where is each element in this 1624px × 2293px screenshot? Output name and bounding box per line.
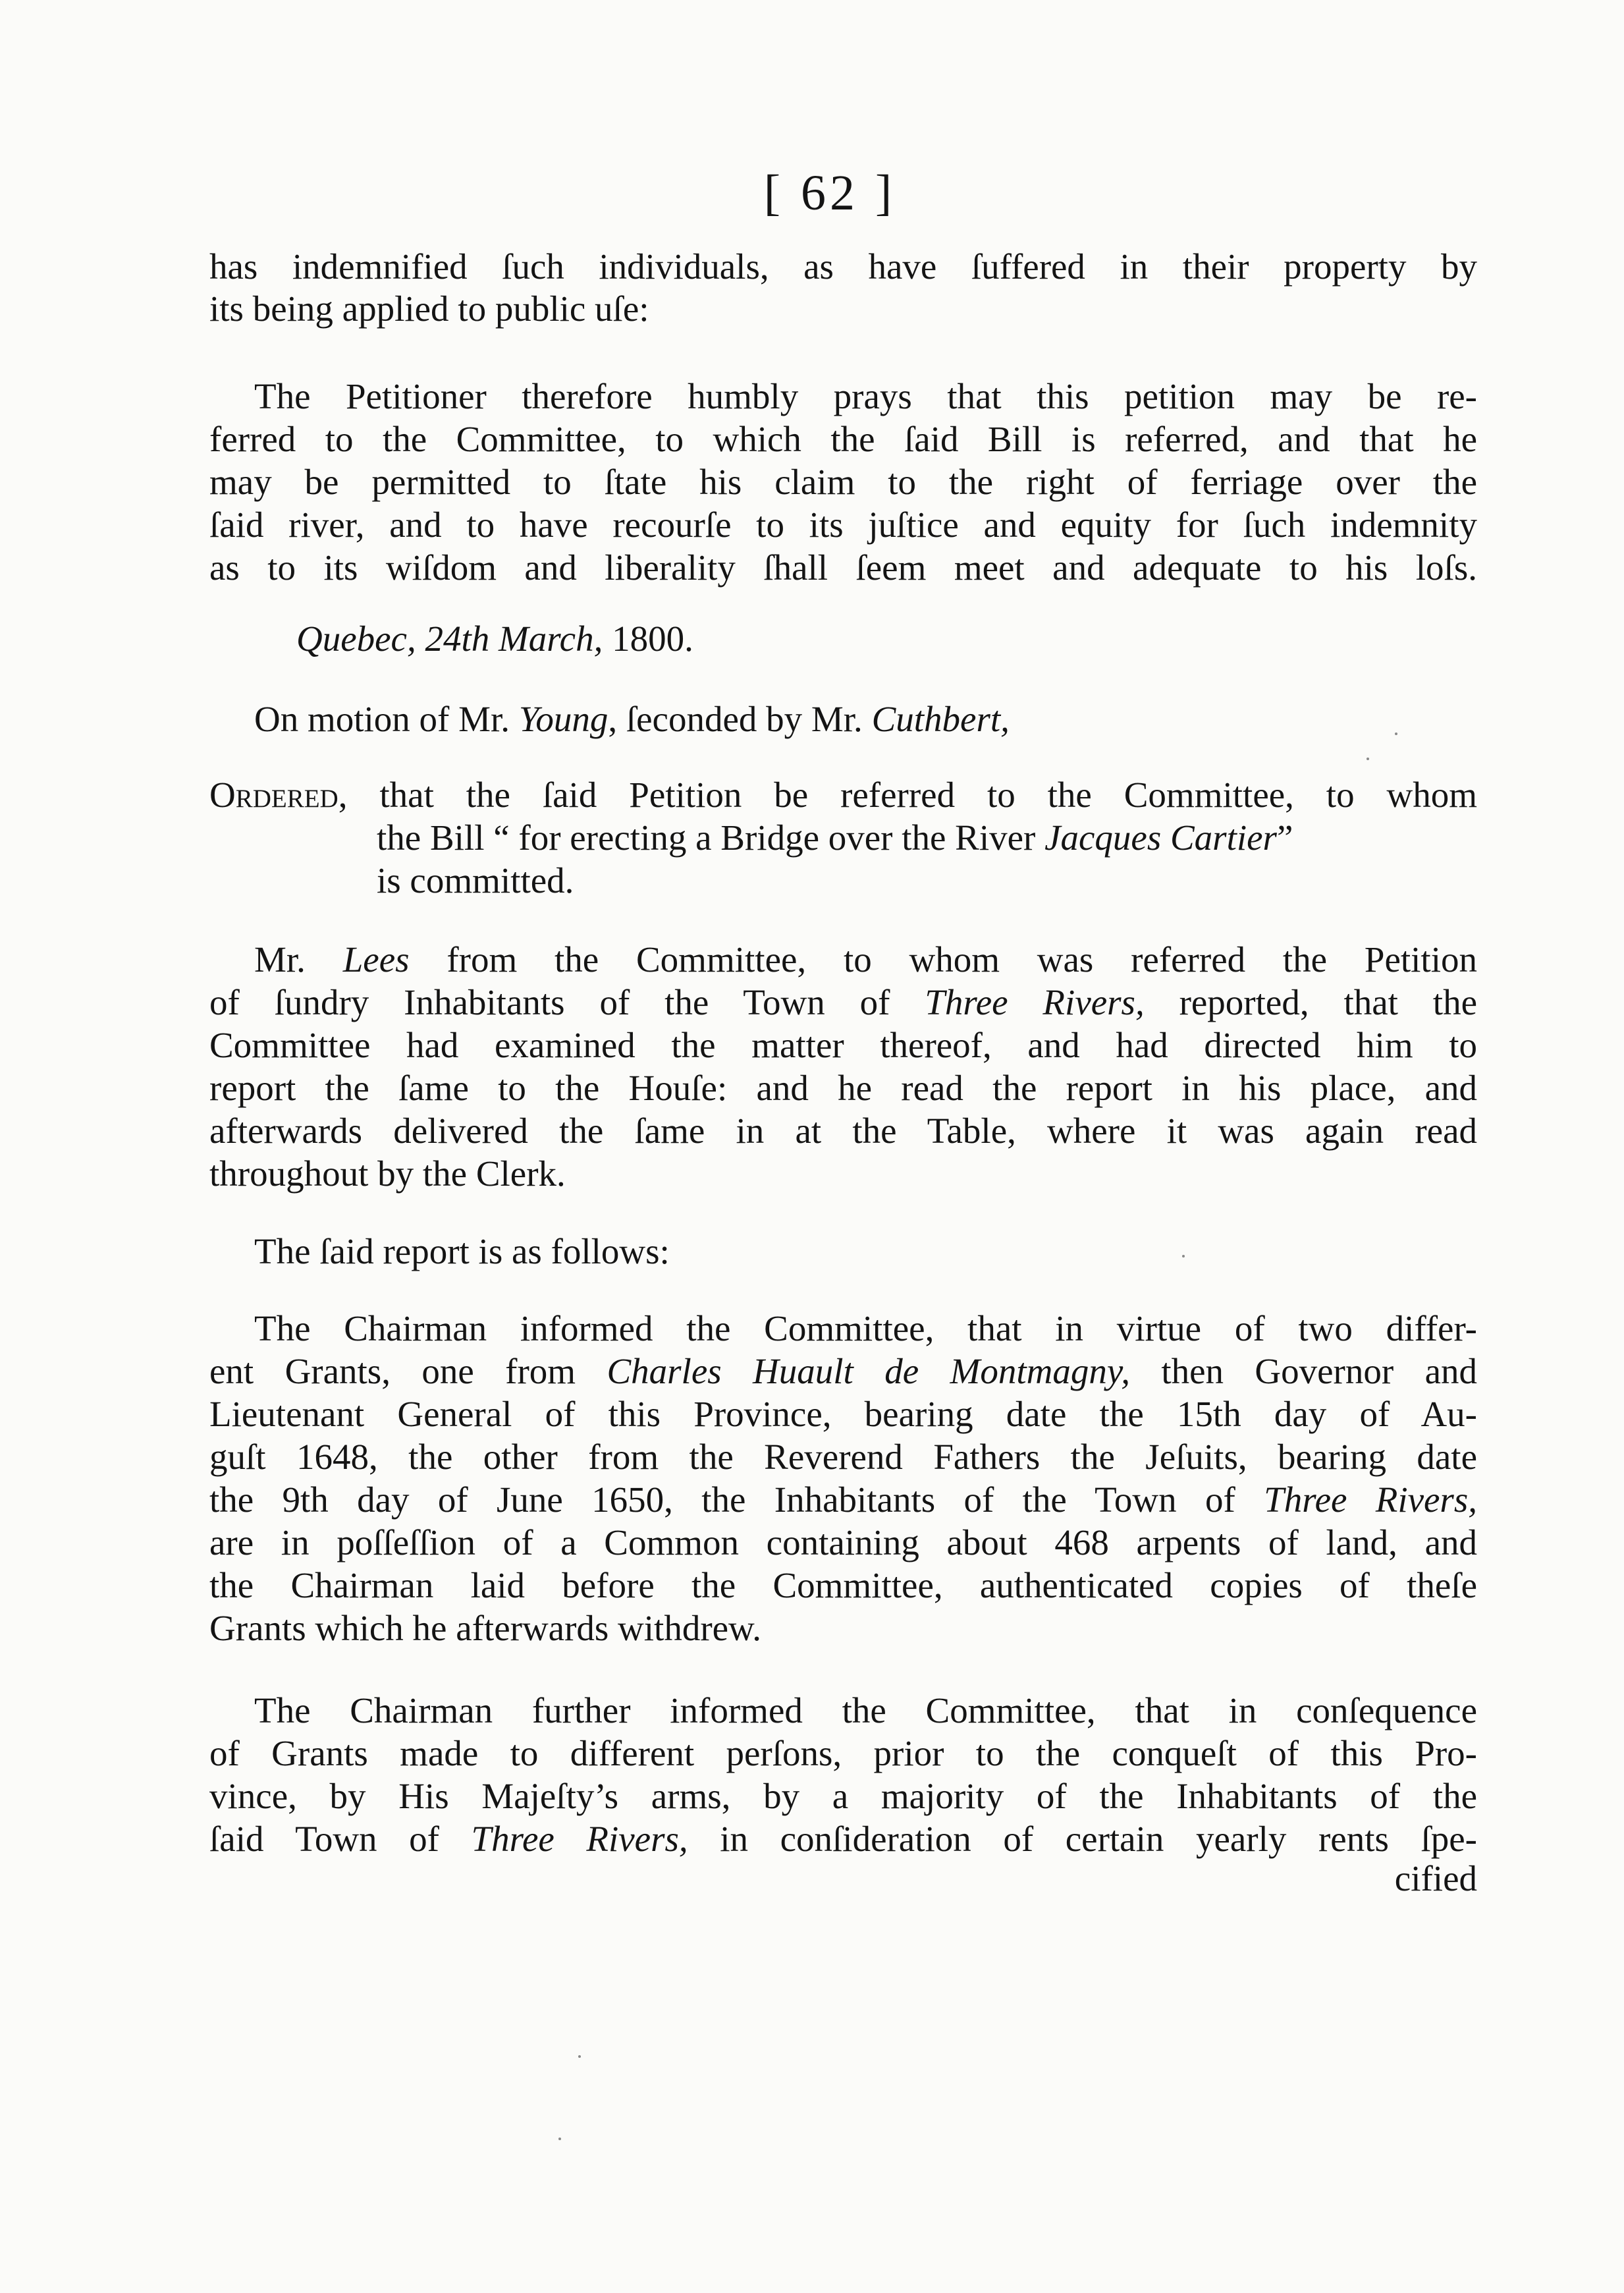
text-line <box>254 935 1477 984</box>
text-line <box>254 1227 1477 1276</box>
italic-text: Young <box>518 699 609 739</box>
text-segment: Lieutenant General of this Province, bearing date the 15th day of Au- <box>209 1394 1477 1434</box>
text-line <box>209 415 1477 464</box>
text-segment: The Petitioner therefore humbly prays that this petition may be re- <box>254 376 1477 416</box>
text-segment: On motion of Mr. <box>254 699 519 739</box>
paper-speck <box>558 2138 561 2140</box>
text-segment: of ſundry Inhabitants of the Town of <box>209 982 925 1022</box>
text-line <box>254 372 1477 421</box>
italic-text: Quebec, 24th March, <box>296 619 612 659</box>
text-segment: throughout by the Clerk. <box>209 1153 566 1194</box>
text-segment: its being applied to public uſe: <box>209 289 649 329</box>
text-segment: that the ſaid Petition be referred to the Committee, to whom <box>347 775 1477 815</box>
paper-speck <box>578 2055 581 2058</box>
text-segment: The ſaid report is as follows: <box>254 1231 670 1271</box>
order-line <box>209 771 1477 819</box>
italic-text: Three Rivers, <box>471 1819 688 1859</box>
text-line <box>209 1149 1477 1198</box>
italic-text: Three Rivers, <box>925 982 1145 1022</box>
text-line <box>254 1304 1477 1353</box>
italic-text: Charles Huault de Montmagny, <box>607 1351 1130 1391</box>
italic-text: Three Rivers, <box>1264 1479 1477 1520</box>
text-segment: ” <box>1276 817 1293 858</box>
text-segment: Committee had examined the matter thereof, and had directed him to <box>209 1025 1477 1065</box>
text-line <box>209 242 1477 291</box>
text-segment: ſaid Town of <box>209 1819 472 1859</box>
text-line <box>209 1729 1477 1778</box>
text-segment: vince, by His Majeſty’s arms, by a majority of the Inhabitants of the <box>209 1776 1477 1816</box>
catchword <box>209 1854 1477 1903</box>
text-segment: guſt 1648, the other from the Reverend Fathers the Jeſuits, bearing date <box>209 1437 1477 1477</box>
motion-line <box>254 695 1477 744</box>
text-line <box>209 1107 1477 1155</box>
italic-text: Jacques Cartier <box>1044 817 1277 858</box>
text-segment: 1800. <box>612 619 693 659</box>
text-segment: ſaid river, and to have recourſe to its juſtice and equity for ſuch indemnity <box>209 505 1477 545</box>
text-line <box>209 501 1477 549</box>
text-segment: Grants which he afterwards withdrew. <box>209 1608 761 1648</box>
paper-speck <box>1367 758 1369 760</box>
text-segment: as to its wiſdom and liberality ſhall ſeem meet and adequate to his loſs. <box>209 547 1477 588</box>
text-line <box>209 1476 1477 1524</box>
italic-text: Cuthbert, <box>871 699 1010 739</box>
text-segment: from the Committee, to whom was referred the Petition <box>409 939 1477 980</box>
text-segment: is committed. <box>377 860 574 900</box>
text-line <box>209 458 1477 507</box>
text-line <box>209 1604 1477 1653</box>
text-segment: the Chairman laid before the Committee, authenticated copies of theſe <box>209 1565 1477 1605</box>
text-line <box>209 543 1477 592</box>
page-number: [ 62 ] <box>763 165 896 221</box>
text-segment: are in poſſeſſion of a Common containing about 468 arpents of land, and <box>209 1522 1477 1562</box>
text-segment: of Grants made to different perſons, prior to the conqueſt of this Pro- <box>209 1733 1477 1773</box>
text-segment: the Bill “ for erecting a Bridge over the River <box>377 817 1045 858</box>
text-segment: may be permitted to ſtate his claim to the right of ferriage over the <box>209 462 1477 502</box>
order-line <box>377 814 1624 862</box>
text-segment: has indemnified ſuch individuals, as have ſuffered in their property by <box>209 246 1477 287</box>
text-segment: report the ſame to the Houſe: and he read the report in his place, and <box>209 1068 1477 1108</box>
text-segment: The Chairman informed the Committee, that in virtue of two differ- <box>254 1308 1477 1348</box>
smallcaps-text: Ordered, <box>209 775 348 815</box>
text-line <box>209 1518 1477 1567</box>
text-line <box>209 1772 1477 1821</box>
text-line <box>209 1433 1477 1481</box>
text-line <box>254 1686 1477 1735</box>
text-line <box>209 1390 1477 1439</box>
text-segment: , ſeconded by Mr. <box>608 699 872 739</box>
paper-speck <box>1182 1255 1185 1257</box>
text-segment: then Governor and <box>1129 1351 1477 1391</box>
text-segment: ent Grants, one from <box>209 1351 607 1391</box>
text-line <box>209 285 1477 333</box>
paper-speck <box>1395 732 1397 735</box>
text-line <box>209 1021 1477 1070</box>
text-segment: The Chairman further informed the Committee, that in conſequence <box>254 1690 1477 1730</box>
text-segment: cified <box>1394 1858 1477 1898</box>
date-line <box>296 615 1564 663</box>
text-segment: the 9th day of June 1650, the Inhabitants of the Town of <box>209 1479 1264 1520</box>
text-segment: reported, that the <box>1144 982 1477 1022</box>
text-line <box>209 1347 1477 1396</box>
text-line <box>209 978 1477 1027</box>
italic-text: Lees <box>342 939 410 980</box>
text-line <box>209 1561 1477 1610</box>
text-line <box>209 1064 1477 1113</box>
text-segment: ferred to the Committee, to which the ſaid Bill is referred, and that he <box>209 419 1477 459</box>
text-segment: Mr. <box>254 939 343 980</box>
text-segment: in conſideration of certain yearly rents ſpe- <box>688 1819 1477 1859</box>
text-segment: afterwards delivered the ſame in at the Table, where it was again read <box>209 1111 1477 1151</box>
order-line <box>377 856 1624 905</box>
